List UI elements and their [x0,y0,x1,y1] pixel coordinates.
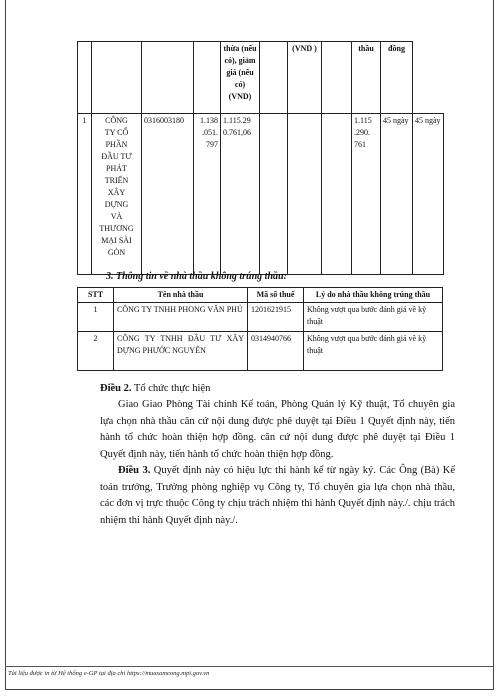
header-cell-duration: thầu [352,42,381,114]
stt-cell: 1 [78,114,92,275]
article-2-label: Điều 2. [100,383,132,394]
header-cell-vnd: (VND ) [288,42,322,114]
name-line: PHÁT [106,164,127,173]
name-line: PHẦN [105,140,128,149]
contract-duration-cell: 45 ngày [413,114,444,275]
section-3-title: 3. Thông tin về nhà thầu không trúng thầu: [106,271,287,282]
article-2-title: Tổ chức thực hiện [131,383,211,394]
duration-cell: 45 ngày [381,114,413,275]
header-tax: Mã số thuế [248,288,304,303]
reason-cell: Không vượt qua bước đánh giá về kỹ thuật [304,332,443,371]
name-line: MẠI SÀI [101,236,132,245]
corrected-price-cell: 1.115.29 0.761,06 [221,114,260,275]
empty-cell [260,114,288,275]
header-cell-discount: thừa (nếu có), giảm giá (nếu có) (VND) [221,42,260,114]
article-3-paragraph [100,463,455,529]
name-line: TRIỂN [104,176,129,185]
header-name: Tên nhà thầu [114,288,248,303]
header-reason: Lý do nhà thầu không trúng thầu [304,288,443,303]
table-row [78,332,443,371]
article-2-heading [100,381,455,398]
header-cell [78,42,92,114]
losing-bidders-table [77,287,443,371]
name-line: VÀ [110,212,123,221]
article-3-body: Quyết định này có hiệu lực thi hành kể từ ngày ký. Các Ông (Bà) Kế toán trưởng, Trưởng phòng nghiệp vụ Công ty, Tổ chuyên gia lựa chọn nhà thầu, các đơn vị trực thuộc Công ty chịu trách nhiệm thi hành Quyết định này./. chịu trách nhiệm thi hành Quyết định này./. [100,465,456,526]
bid-price-cell: 1.138 .051. 797 [194,114,221,275]
header-cell [260,42,288,114]
empty-cell [322,114,352,275]
name-line: ĐẦU TƯ [101,152,132,161]
article-3-label: Điều 3. [118,465,151,476]
stt-cell: 2 [78,332,114,371]
header-cell-contract: đồng [381,42,413,114]
name-line: TY CỔ [104,128,129,137]
table-header-row [78,288,443,303]
table-row [78,303,443,332]
name-line: XÂY [107,188,126,197]
empty-cell [288,114,322,275]
header-cell [142,42,194,114]
stt-cell: 1 [78,303,114,332]
tax-code-cell: 1201621915 [248,303,304,332]
tax-code-cell: 0314940766 [248,332,304,371]
winning-bidder-table [77,41,444,275]
table-row [78,114,444,275]
name-line: CÔNG [105,116,128,125]
bidder-name-cell: CÔNG TY TNHH ĐẦU TƯ XÂY DỰNG PHƯỚC NGUYÊN [114,332,248,371]
name-line: GÒN [107,248,126,257]
article-2-body: Giao Giao Phòng Tài chính Kế toán, Phòng Quản lý Kỹ thuật, Tổ chuyên gia lựa chọn nhà thầu căn cứ nội dung được phê duyệt tại Điều 1 Quyết định này, tiến hành tổ chức hoàn thiện hợp đồng. căn cứ nội dung được phê duyệt tại Điều 1 Quyết định này, tiến hành tổ chức hoàn thiện hợp đồng. [100,399,455,460]
bidder-name-cell: CÔNG TY TNHH PHONG VĂN PHÚ [114,303,248,332]
table-header-row [78,42,444,114]
reason-cell: Không vượt qua bước đánh giá về kỹ thuật [304,303,443,332]
header-cell [322,42,352,114]
bidder-name-cell [92,114,142,275]
final-price-cell: 1.115 .290. 761 [352,114,381,275]
name-line: THƯƠNG [99,224,134,233]
header-cell [194,42,221,114]
footer-divider [5,666,494,667]
footer-note: Tài liệu được in từ Hệ thống e-GP tại địa chỉ https://muasamcong.mpi.gov.vn [8,670,210,677]
name-line: DỰNG [104,200,129,209]
header-stt: STT [78,288,114,303]
tax-code-cell: 0316003180 [142,114,194,275]
header-cell [92,42,142,114]
